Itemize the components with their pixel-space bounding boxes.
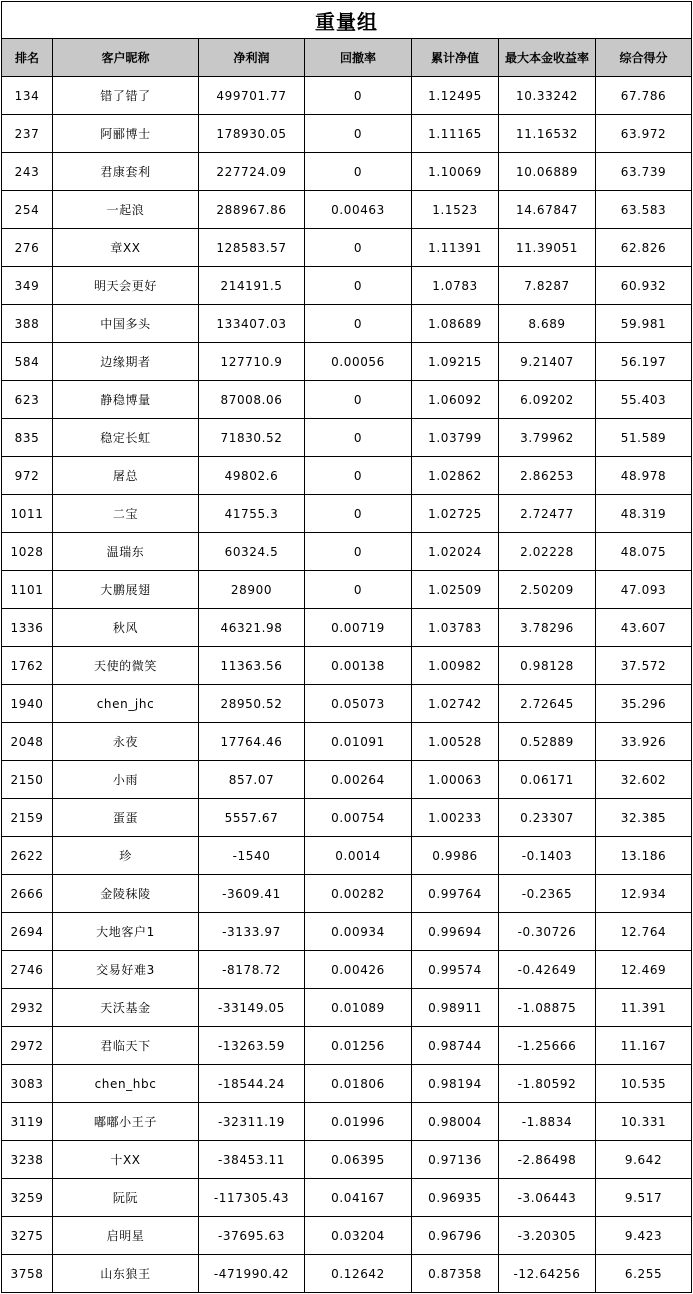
cell-max-principal-return: -0.42649: [499, 951, 596, 989]
cell-rank: 2972: [2, 1027, 53, 1065]
cell-nickname: 明天会更好: [53, 267, 199, 305]
cell-net-profit: 46321.98: [199, 609, 305, 647]
table-row: [2, 989, 692, 1027]
cell-net-profit: 128583.57: [199, 229, 305, 267]
cell-score: 60.932: [596, 267, 692, 305]
cell-score: 13.186: [596, 837, 692, 875]
cell-nickname: 章XX: [53, 229, 199, 267]
table-title: 重量组: [2, 2, 692, 39]
column-header-score: 综合得分: [596, 39, 692, 77]
cell-rank: 243: [2, 153, 53, 191]
cell-cumulative-nav: 1.02509: [412, 571, 499, 609]
cell-score: 9.642: [596, 1141, 692, 1179]
cell-net-profit: -33149.05: [199, 989, 305, 1027]
cell-drawdown: 0.06395: [305, 1141, 412, 1179]
cell-cumulative-nav: 1.09215: [412, 343, 499, 381]
cell-rank: 2666: [2, 875, 53, 913]
cell-rank: 972: [2, 457, 53, 495]
cell-nickname: 错了错了: [53, 77, 199, 115]
cell-max-principal-return: 0.23307: [499, 799, 596, 837]
cell-max-principal-return: 0.98128: [499, 647, 596, 685]
cell-net-profit: 49802.6: [199, 457, 305, 495]
cell-net-profit: 178930.05: [199, 115, 305, 153]
cell-score: 48.978: [596, 457, 692, 495]
table-row: [2, 571, 692, 609]
cell-max-principal-return: 2.50209: [499, 571, 596, 609]
table-row: [2, 951, 692, 989]
cell-cumulative-nav: 0.99764: [412, 875, 499, 913]
header-row: [2, 39, 692, 77]
cell-score: 12.934: [596, 875, 692, 913]
cell-net-profit: -471990.42: [199, 1255, 305, 1293]
cell-rank: 276: [2, 229, 53, 267]
cell-nickname: chen_jhc: [53, 685, 199, 723]
cell-nickname: 山东狼王: [53, 1255, 199, 1293]
table-row: [2, 153, 692, 191]
cell-nickname: 永夜: [53, 723, 199, 761]
cell-cumulative-nav: 0.99694: [412, 913, 499, 951]
cell-score: 62.826: [596, 229, 692, 267]
cell-nickname: 君康套利: [53, 153, 199, 191]
cell-max-principal-return: 11.16532: [499, 115, 596, 153]
table-row: [2, 1027, 692, 1065]
cell-cumulative-nav: 1.11165: [412, 115, 499, 153]
cell-nickname: chen_hbc: [53, 1065, 199, 1103]
cell-max-principal-return: 3.78296: [499, 609, 596, 647]
cell-max-principal-return: 2.86253: [499, 457, 596, 495]
cell-cumulative-nav: 1.00528: [412, 723, 499, 761]
cell-max-principal-return: -3.06443: [499, 1179, 596, 1217]
table-body: [2, 77, 692, 1293]
cell-drawdown: 0.05073: [305, 685, 412, 723]
cell-score: 51.589: [596, 419, 692, 457]
table-row: [2, 419, 692, 457]
cell-nickname: 大地客户1: [53, 913, 199, 951]
cell-drawdown: 0.12642: [305, 1255, 412, 1293]
cell-drawdown: 0: [305, 267, 412, 305]
cell-cumulative-nav: 1.00063: [412, 761, 499, 799]
cell-max-principal-return: -2.86498: [499, 1141, 596, 1179]
cell-rank: 3238: [2, 1141, 53, 1179]
cell-nickname: 大鹏展翅: [53, 571, 199, 609]
table-row: [2, 723, 692, 761]
cell-rank: 3758: [2, 1255, 53, 1293]
cell-drawdown: 0: [305, 115, 412, 153]
cell-net-profit: 499701.77: [199, 77, 305, 115]
cell-max-principal-return: 0.52889: [499, 723, 596, 761]
cell-nickname: 静稳博量: [53, 381, 199, 419]
cell-net-profit: -13263.59: [199, 1027, 305, 1065]
table-row: [2, 799, 692, 837]
cell-cumulative-nav: 0.9986: [412, 837, 499, 875]
cell-score: 43.607: [596, 609, 692, 647]
column-header-max-principal-return: 最大本金收益率: [499, 39, 596, 77]
cell-cumulative-nav: 0.98194: [412, 1065, 499, 1103]
table-row: [2, 533, 692, 571]
cell-cumulative-nav: 1.06092: [412, 381, 499, 419]
cell-max-principal-return: 9.21407: [499, 343, 596, 381]
cell-max-principal-return: -0.1403: [499, 837, 596, 875]
cell-drawdown: 0.00138: [305, 647, 412, 685]
cell-rank: 2694: [2, 913, 53, 951]
cell-score: 63.972: [596, 115, 692, 153]
table-row: [2, 1141, 692, 1179]
cell-net-profit: 127710.9: [199, 343, 305, 381]
table-row: [2, 1065, 692, 1103]
table-row: [2, 381, 692, 419]
cell-net-profit: -37695.63: [199, 1217, 305, 1255]
table-row: [2, 77, 692, 115]
cell-nickname: 中国多头: [53, 305, 199, 343]
cell-rank: 1101: [2, 571, 53, 609]
cell-drawdown: 0: [305, 495, 412, 533]
cell-drawdown: 0.04167: [305, 1179, 412, 1217]
cell-score: 11.391: [596, 989, 692, 1027]
cell-cumulative-nav: 1.1523: [412, 191, 499, 229]
cell-score: 48.075: [596, 533, 692, 571]
cell-drawdown: 0.01089: [305, 989, 412, 1027]
cell-max-principal-return: 6.09202: [499, 381, 596, 419]
cell-nickname: 天沃基金: [53, 989, 199, 1027]
cell-net-profit: 11363.56: [199, 647, 305, 685]
table-row: [2, 1217, 692, 1255]
cell-drawdown: 0: [305, 229, 412, 267]
cell-score: 32.385: [596, 799, 692, 837]
cell-drawdown: 0: [305, 533, 412, 571]
cell-drawdown: 0: [305, 77, 412, 115]
cell-drawdown: 0.00934: [305, 913, 412, 951]
cell-nickname: 金陵秣陵: [53, 875, 199, 913]
table-row: [2, 457, 692, 495]
cell-cumulative-nav: 1.03799: [412, 419, 499, 457]
cell-drawdown: 0.01996: [305, 1103, 412, 1141]
cell-rank: 1940: [2, 685, 53, 723]
cell-max-principal-return: -12.64256: [499, 1255, 596, 1293]
cell-score: 55.403: [596, 381, 692, 419]
cell-rank: 254: [2, 191, 53, 229]
cell-drawdown: 0.01806: [305, 1065, 412, 1103]
cell-max-principal-return: 2.72645: [499, 685, 596, 723]
cell-drawdown: 0: [305, 457, 412, 495]
cell-net-profit: 5557.67: [199, 799, 305, 837]
table-row: [2, 913, 692, 951]
cell-drawdown: 0.00264: [305, 761, 412, 799]
cell-rank: 2159: [2, 799, 53, 837]
cell-score: 63.583: [596, 191, 692, 229]
cell-max-principal-return: 7.8287: [499, 267, 596, 305]
ranking-table: [1, 1, 692, 1293]
cell-score: 11.167: [596, 1027, 692, 1065]
cell-max-principal-return: 10.06889: [499, 153, 596, 191]
table-row: [2, 305, 692, 343]
cell-rank: 584: [2, 343, 53, 381]
cell-cumulative-nav: 1.02862: [412, 457, 499, 495]
cell-rank: 3259: [2, 1179, 53, 1217]
cell-score: 6.255: [596, 1255, 692, 1293]
cell-max-principal-return: -1.25666: [499, 1027, 596, 1065]
cell-rank: 3275: [2, 1217, 53, 1255]
cell-net-profit: -117305.43: [199, 1179, 305, 1217]
cell-cumulative-nav: 0.96935: [412, 1179, 499, 1217]
cell-rank: 835: [2, 419, 53, 457]
cell-nickname: 屠总: [53, 457, 199, 495]
table-row: [2, 875, 692, 913]
cell-nickname: 边缘期者: [53, 343, 199, 381]
table-row: [2, 267, 692, 305]
cell-net-profit: 214191.5: [199, 267, 305, 305]
cell-cumulative-nav: 0.99574: [412, 951, 499, 989]
cell-net-profit: -3609.41: [199, 875, 305, 913]
table-row: [2, 495, 692, 533]
cell-cumulative-nav: 1.10069: [412, 153, 499, 191]
cell-cumulative-nav: 1.12495: [412, 77, 499, 115]
table-row: [2, 191, 692, 229]
cell-rank: 2150: [2, 761, 53, 799]
cell-drawdown: 0: [305, 571, 412, 609]
cell-max-principal-return: 8.689: [499, 305, 596, 343]
cell-nickname: 十XX: [53, 1141, 199, 1179]
cell-score: 67.786: [596, 77, 692, 115]
table-row: [2, 1179, 692, 1217]
cell-max-principal-return: 2.02228: [499, 533, 596, 571]
cell-net-profit: -38453.11: [199, 1141, 305, 1179]
cell-score: 32.602: [596, 761, 692, 799]
cell-nickname: 交易好难3: [53, 951, 199, 989]
cell-nickname: 蛋蛋: [53, 799, 199, 837]
cell-cumulative-nav: 0.87358: [412, 1255, 499, 1293]
cell-drawdown: 0.03204: [305, 1217, 412, 1255]
cell-rank: 134: [2, 77, 53, 115]
table-row: [2, 343, 692, 381]
cell-max-principal-return: -0.30726: [499, 913, 596, 951]
cell-max-principal-return: -3.20305: [499, 1217, 596, 1255]
cell-cumulative-nav: 0.98004: [412, 1103, 499, 1141]
cell-net-profit: 28900: [199, 571, 305, 609]
cell-rank: 2048: [2, 723, 53, 761]
cell-max-principal-return: 0.06171: [499, 761, 596, 799]
cell-rank: 623: [2, 381, 53, 419]
cell-max-principal-return: -1.8834: [499, 1103, 596, 1141]
cell-net-profit: 60324.5: [199, 533, 305, 571]
cell-cumulative-nav: 0.97136: [412, 1141, 499, 1179]
cell-net-profit: -1540: [199, 837, 305, 875]
cell-cumulative-nav: 1.11391: [412, 229, 499, 267]
column-header-drawdown: 回撤率: [305, 39, 412, 77]
table-row: [2, 761, 692, 799]
cell-nickname: 阿郦博士: [53, 115, 199, 153]
cell-score: 63.739: [596, 153, 692, 191]
cell-drawdown: 0.00463: [305, 191, 412, 229]
cell-score: 33.926: [596, 723, 692, 761]
cell-max-principal-return: -0.2365: [499, 875, 596, 913]
cell-max-principal-return: 10.33242: [499, 77, 596, 115]
cell-nickname: 小雨: [53, 761, 199, 799]
table-row: [2, 1103, 692, 1141]
table-row: [2, 1255, 692, 1293]
cell-rank: 1011: [2, 495, 53, 533]
cell-nickname: 秋风: [53, 609, 199, 647]
cell-rank: 2932: [2, 989, 53, 1027]
cell-score: 9.517: [596, 1179, 692, 1217]
cell-score: 10.535: [596, 1065, 692, 1103]
cell-score: 12.764: [596, 913, 692, 951]
cell-score: 12.469: [596, 951, 692, 989]
cell-rank: 1336: [2, 609, 53, 647]
column-header-cumulative-nav: 累计净值: [412, 39, 499, 77]
cell-net-profit: 28950.52: [199, 685, 305, 723]
column-header-nickname: 客户昵称: [53, 39, 199, 77]
cell-net-profit: -3133.97: [199, 913, 305, 951]
cell-rank: 237: [2, 115, 53, 153]
cell-net-profit: -8178.72: [199, 951, 305, 989]
cell-max-principal-return: 2.72477: [499, 495, 596, 533]
cell-rank: 388: [2, 305, 53, 343]
cell-max-principal-return: -1.80592: [499, 1065, 596, 1103]
column-header-rank: 排名: [2, 39, 53, 77]
cell-score: 9.423: [596, 1217, 692, 1255]
cell-score: 48.319: [596, 495, 692, 533]
cell-drawdown: 0: [305, 153, 412, 191]
cell-net-profit: 857.07: [199, 761, 305, 799]
cell-nickname: 君临天下: [53, 1027, 199, 1065]
cell-cumulative-nav: 1.0783: [412, 267, 499, 305]
cell-net-profit: 71830.52: [199, 419, 305, 457]
cell-net-profit: 87008.06: [199, 381, 305, 419]
cell-cumulative-nav: 0.98911: [412, 989, 499, 1027]
cell-drawdown: 0.0014: [305, 837, 412, 875]
cell-net-profit: 133407.03: [199, 305, 305, 343]
cell-rank: 1028: [2, 533, 53, 571]
cell-drawdown: 0: [305, 381, 412, 419]
cell-drawdown: 0: [305, 419, 412, 457]
table-row: [2, 609, 692, 647]
cell-nickname: 天使的微笑: [53, 647, 199, 685]
cell-rank: 3083: [2, 1065, 53, 1103]
cell-cumulative-nav: 1.03783: [412, 609, 499, 647]
cell-cumulative-nav: 1.08689: [412, 305, 499, 343]
cell-net-profit: -32311.19: [199, 1103, 305, 1141]
table-row: [2, 837, 692, 875]
cell-drawdown: 0.00754: [305, 799, 412, 837]
cell-nickname: 启明星: [53, 1217, 199, 1255]
cell-nickname: 阮阮: [53, 1179, 199, 1217]
cell-max-principal-return: 14.67847: [499, 191, 596, 229]
cell-cumulative-nav: 1.02742: [412, 685, 499, 723]
cell-max-principal-return: -1.08875: [499, 989, 596, 1027]
cell-drawdown: 0.01256: [305, 1027, 412, 1065]
cell-nickname: 二宝: [53, 495, 199, 533]
cell-nickname: 嘟嘟小王子: [53, 1103, 199, 1141]
column-header-net-profit: 净利润: [199, 39, 305, 77]
cell-nickname: 一起浪: [53, 191, 199, 229]
cell-cumulative-nav: 0.96796: [412, 1217, 499, 1255]
cell-cumulative-nav: 1.00233: [412, 799, 499, 837]
table-row: [2, 115, 692, 153]
table-row: [2, 229, 692, 267]
cell-drawdown: 0.00282: [305, 875, 412, 913]
cell-score: 10.331: [596, 1103, 692, 1141]
cell-cumulative-nav: 1.02024: [412, 533, 499, 571]
cell-score: 35.296: [596, 685, 692, 723]
cell-net-profit: 41755.3: [199, 495, 305, 533]
cell-rank: 2622: [2, 837, 53, 875]
cell-max-principal-return: 11.39051: [499, 229, 596, 267]
cell-rank: 2746: [2, 951, 53, 989]
cell-nickname: 珍: [53, 837, 199, 875]
cell-nickname: 温瑞东: [53, 533, 199, 571]
cell-rank: 1762: [2, 647, 53, 685]
cell-cumulative-nav: 1.00982: [412, 647, 499, 685]
cell-score: 37.572: [596, 647, 692, 685]
cell-score: 47.093: [596, 571, 692, 609]
cell-net-profit: 17764.46: [199, 723, 305, 761]
table-row: [2, 685, 692, 723]
cell-drawdown: 0.00426: [305, 951, 412, 989]
cell-score: 56.197: [596, 343, 692, 381]
cell-net-profit: 227724.09: [199, 153, 305, 191]
cell-drawdown: 0.00719: [305, 609, 412, 647]
cell-net-profit: 288967.86: [199, 191, 305, 229]
cell-score: 59.981: [596, 305, 692, 343]
cell-net-profit: -18544.24: [199, 1065, 305, 1103]
cell-rank: 3119: [2, 1103, 53, 1141]
cell-nickname: 稳定长虹: [53, 419, 199, 457]
cell-drawdown: 0: [305, 305, 412, 343]
table-row: [2, 647, 692, 685]
cell-drawdown: 0.01091: [305, 723, 412, 761]
cell-rank: 349: [2, 267, 53, 305]
cell-drawdown: 0.00056: [305, 343, 412, 381]
cell-max-principal-return: 3.79962: [499, 419, 596, 457]
cell-cumulative-nav: 1.02725: [412, 495, 499, 533]
cell-cumulative-nav: 0.98744: [412, 1027, 499, 1065]
